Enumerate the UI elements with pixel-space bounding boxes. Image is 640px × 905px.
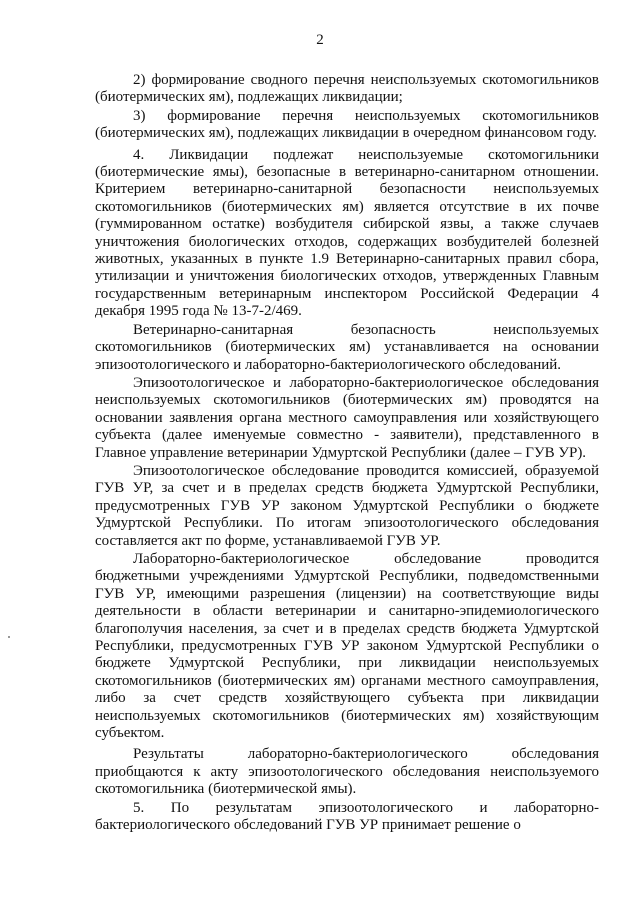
paragraph-item-3: 3) формирование перечня неиспользуемых скотомогильников (биотермических ям), подлежащих ликвидации в очередном финансовом году. xyxy=(95,107,599,142)
paragraph-results: Результаты лабораторно-бактериологического обследования приобщаются к акту эпизоотологического обследования неиспользуемого скотомогильника (биотермической ямы). xyxy=(95,746,599,798)
paragraph-section-4: 4. Ликвидации подлежат неиспользуемые скотомогильники (биотермические ямы), безопасные в ветеринарно-санитарном отношении. Критерием ветеринарно-санитарной безопасности неиспользуемых скотомогильников (биотермических ям) является отсутствие в их почве (гуммированном остатке) возбудителя сибирской язвы, а также случаев уничтожения биологических отходов, содержащих возбудителей болезней животных, указанных в пункте 1.9 Ветеринарно-санитарных правил сбора, утилизации и уничтожения биологических отходов, утвержденных Главным государственным ветеринарным инспектором Российской Федерации 4 декабря 1995 года № 13-7-2/469. xyxy=(95,146,599,320)
scan-speck xyxy=(8,636,10,638)
paragraph-laboratory-survey: Лабораторно-бактериологическое обследование проводится бюджетными учреждениями Удмуртской Республики, подведомственными ГУВ УР, имеющими разрешения (лицензии) на соответствующие виды деятельности в области ветеринарии и санитарно-эпидемиологического благополучия населения, за счет и в пределах средств бюджета Удмуртской Республики, предусмотренных ГУВ УР законом Удмуртской Республики о бюджете Удмуртской Республики, при ликвидации неиспользуемых скотомогильников (биотермических ям) органами местного самоуправления, либо за счет средств хозяйствующего субъекта при ликвидации неиспользуемых скотомогильников (биотермических ям) хозяйствующим субъектом. xyxy=(95,550,599,742)
paragraph-survey-basis: Эпизоотологическое и лабораторно-бактериологическое обследования неиспользуемых скотомогильников (биотермических ям) проводятся на основании заявления органа местного самоуправления или хозяйствующего субъекта (далее именуемые совместно - заявители), представленного в Главное управление ветеринарии Удмуртской Республики (далее – ГУВ УР). xyxy=(95,374,599,461)
paragraph-item-2: 2) формирование сводного перечня неиспользуемых скотомогильников (биотермических ям), подлежащих ликвидации; xyxy=(95,72,599,106)
paragraph-epizootological-survey: Эпизоотологическое обследование проводится комиссией, образуемой ГУВ УР, за счет и в пределах средств бюджета Удмуртской Республики, предусмотренных ГУВ УР законом Удмуртской Республики о бюджете Удмуртской Республики. По итогам эпизоотологического обследования составляется акт по форме, устанавливаемой ГУВ УР. xyxy=(95,462,599,549)
paragraph-safety-criteria: Ветеринарно-санитарная безопасность неиспользуемых скотомогильников (биотермических ям) устанавливается на основании эпизоотологического и лабораторно-бактериологического обследований. xyxy=(95,321,599,373)
page-number: 2 xyxy=(316,32,324,48)
document-body xyxy=(95,72,599,835)
paragraph-section-5: 5. По результатам эпизоотологического и лабораторно-бактериологического обследований ГУВ УР принимает решение о xyxy=(95,799,599,834)
